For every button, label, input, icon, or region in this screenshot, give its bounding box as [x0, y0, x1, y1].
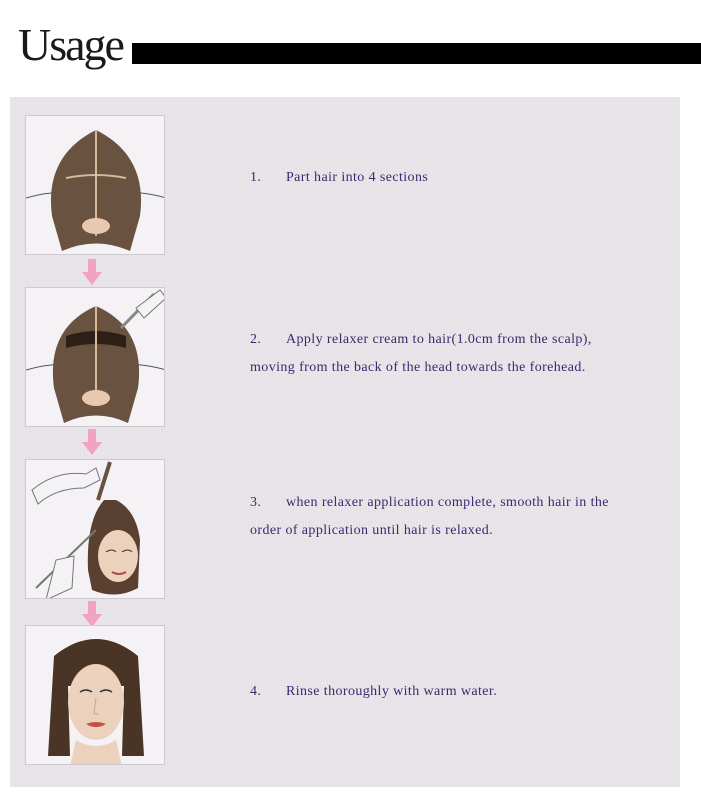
- finished-hair-icon: [26, 626, 165, 765]
- header: [0, 0, 701, 95]
- step-instruction: when relaxer application complete, smooth hair in the: [286, 495, 609, 510]
- arrow-down-icon: [82, 601, 102, 627]
- step-3-text: [250, 489, 670, 545]
- title-bar: [132, 43, 701, 64]
- step-instruction: Apply relaxer cream to hair(1.0cm from the scalp),: [286, 332, 592, 347]
- page-title: Usage: [18, 19, 123, 70]
- step-instruction-continuation: order of application until hair is relaxed.: [250, 523, 494, 538]
- step-2-text: [250, 326, 670, 382]
- step-number: 2.: [250, 332, 262, 347]
- arrow-down-icon: [82, 259, 102, 285]
- step-1-image: [25, 115, 165, 255]
- apply-cream-icon: [26, 288, 165, 427]
- step-instruction-continuation: moving from the back of the head towards the forehead.: [250, 360, 586, 375]
- step-instruction: Part hair into 4 sections: [286, 170, 429, 185]
- step-4-image: [25, 625, 165, 765]
- step-1-text: [250, 164, 670, 192]
- step-number: 3.: [250, 495, 262, 510]
- usage-panel: [10, 97, 680, 787]
- step-3-image: [25, 459, 165, 599]
- step-2-image: [25, 287, 165, 427]
- arrow-down-icon: [82, 429, 102, 455]
- step-number: 4.: [250, 684, 262, 699]
- step-instruction: Rinse thoroughly with warm water.: [286, 684, 498, 699]
- head-sectioned-icon: [26, 116, 165, 255]
- step-4-text: [250, 678, 670, 706]
- step-number: 1.: [250, 170, 262, 185]
- smooth-hair-icon: [26, 460, 165, 599]
